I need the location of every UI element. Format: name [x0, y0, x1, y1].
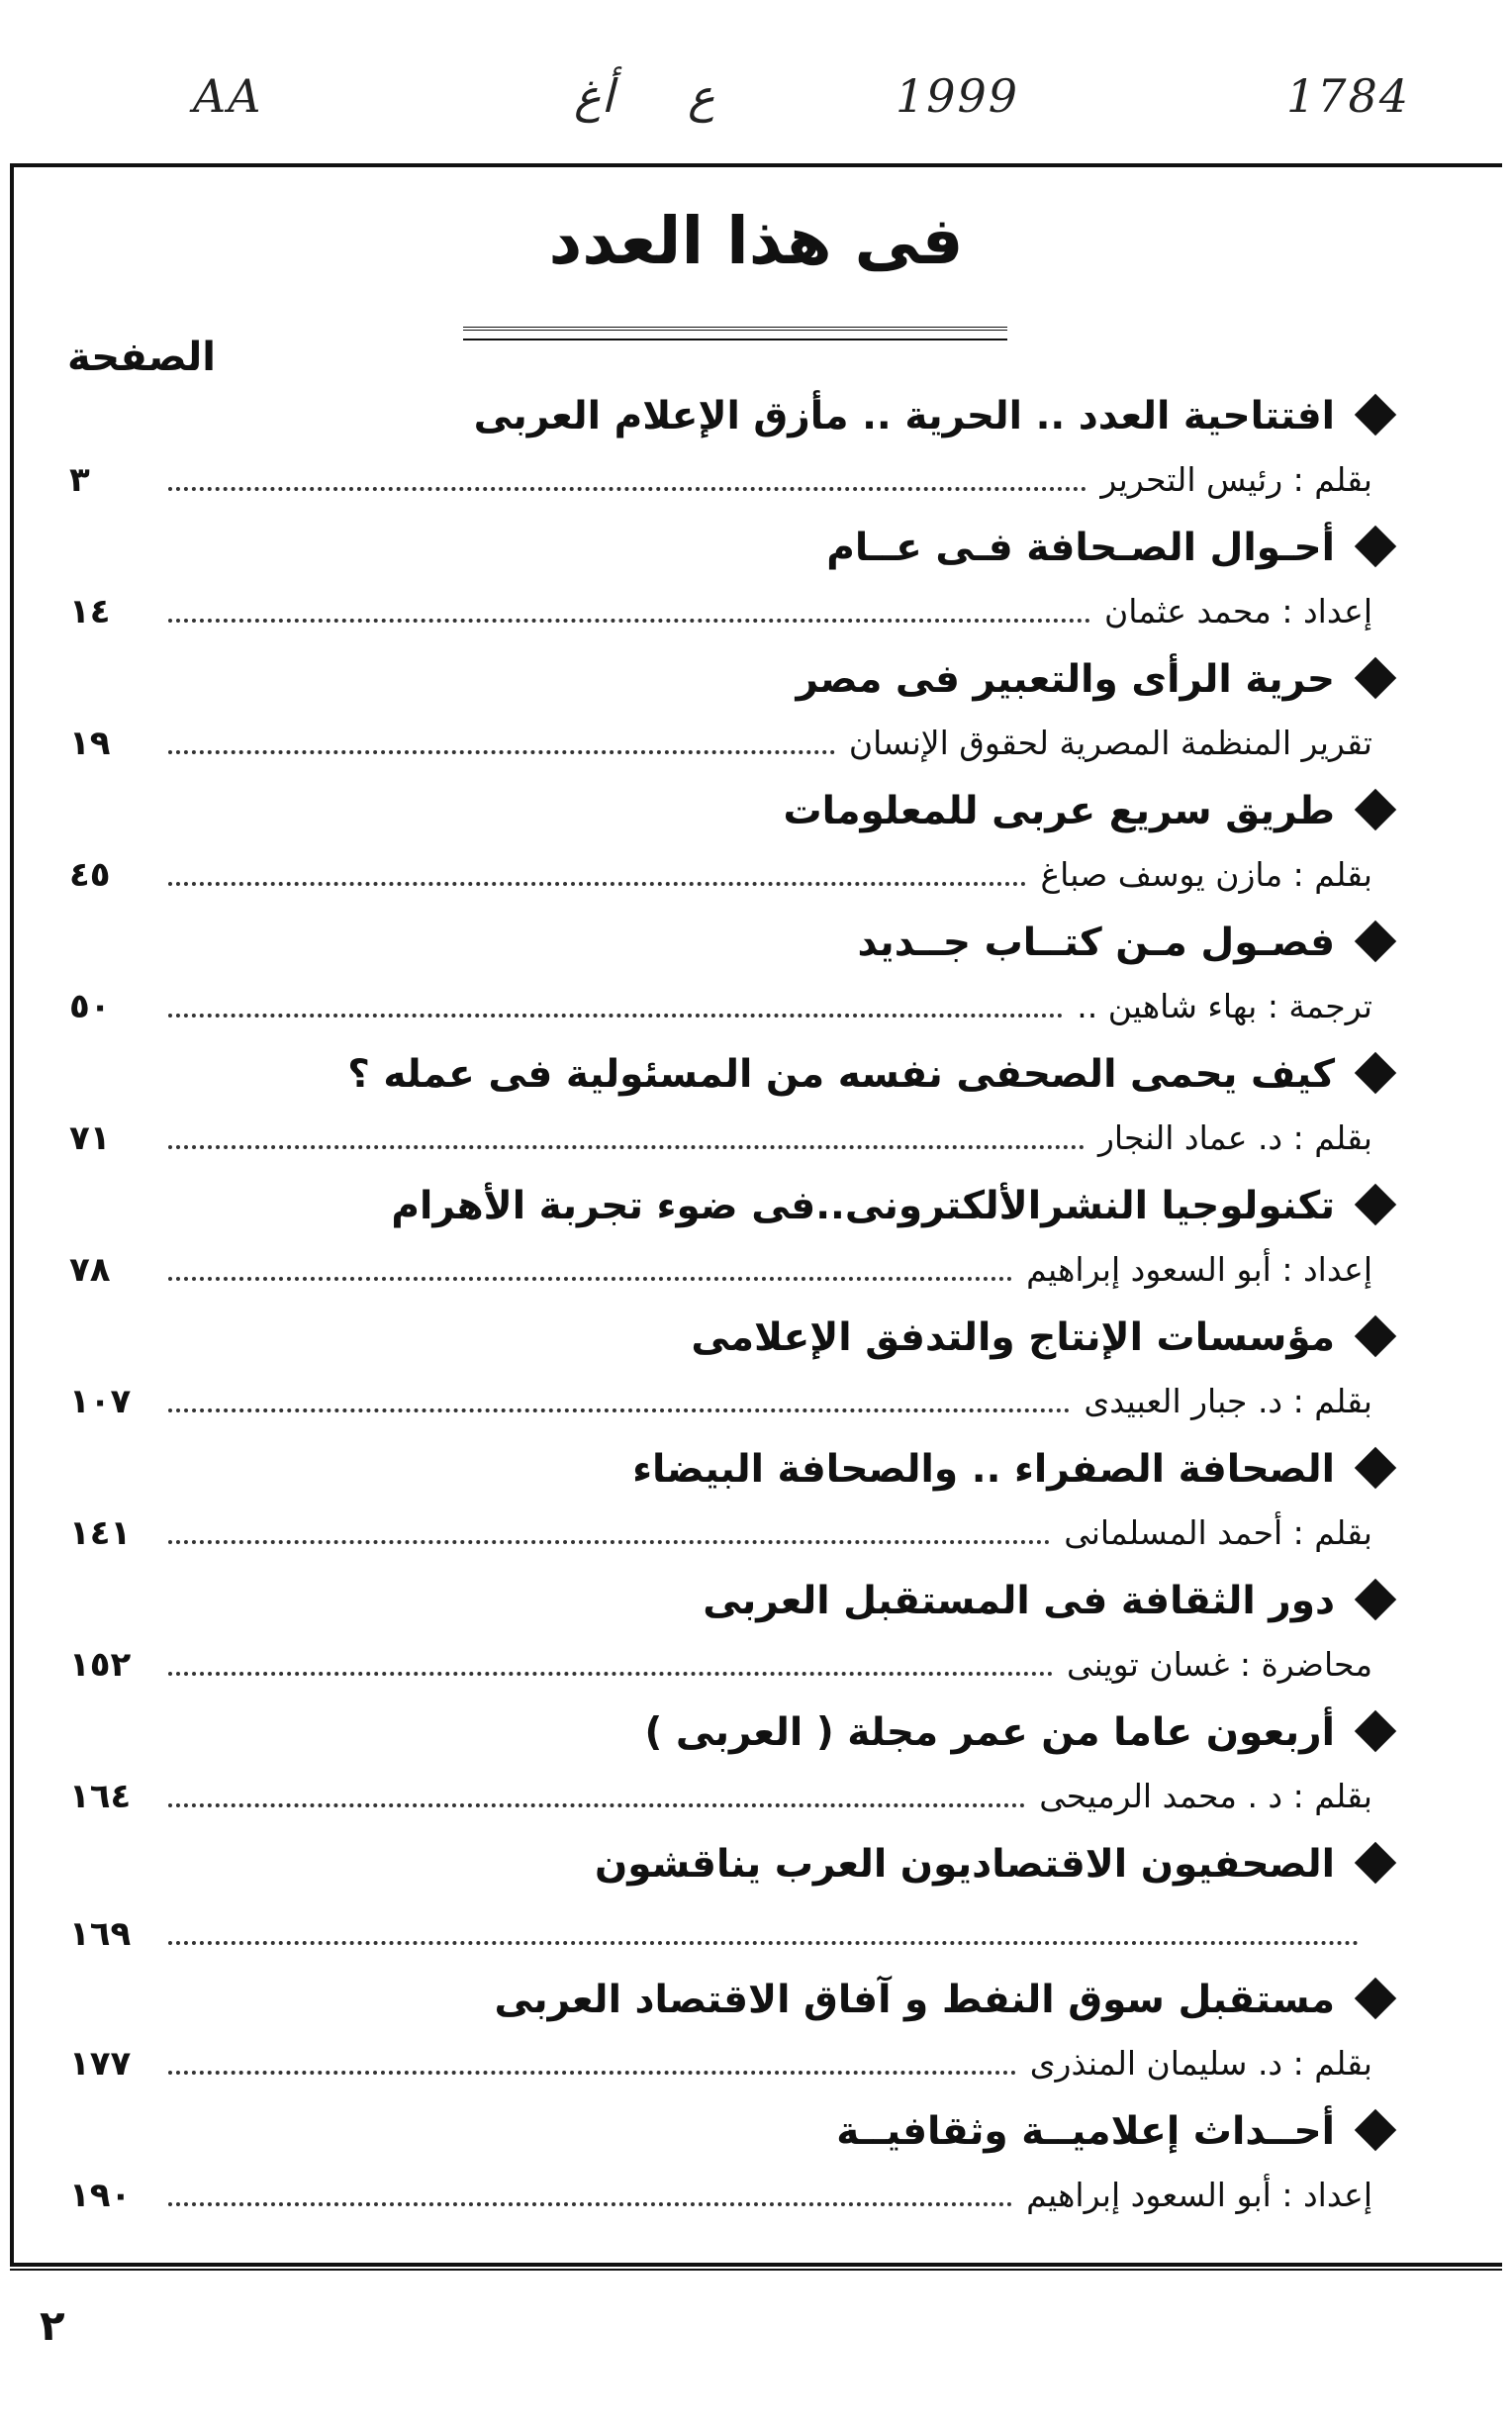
entry-author-line — [69, 1241, 1372, 1299]
entry-title-line — [347, 1044, 1390, 1106]
entry-author: بقلم : رئيس التحرير — [1100, 460, 1372, 499]
toc-entry[interactable] — [69, 1308, 1390, 1439]
entry-author-line — [69, 1110, 1372, 1167]
toc-entry[interactable] — [69, 1571, 1390, 1702]
entry-page-number: ١٦٤ — [69, 1777, 132, 1816]
handwritten-day: ع — [688, 69, 715, 123]
entry-author-line — [69, 1373, 1372, 1430]
entry-author: بقلم : مازن يوسف صباغ — [1040, 855, 1372, 894]
toc-entry[interactable] — [69, 1044, 1390, 1176]
entry-author-line — [69, 978, 1372, 1035]
entry-page-number: ١٩٠ — [69, 2176, 132, 2215]
entry-author: إعداد : أبو السعود إبراهيم — [1026, 1250, 1372, 1289]
toc-entry[interactable] — [69, 913, 1390, 1044]
diamond-bullet-icon — [1355, 1578, 1396, 1619]
table-of-contents — [69, 386, 1390, 2233]
entry-title-line — [391, 1176, 1390, 1237]
entry-title: مستقبل سوق النفط و آفاق الاقتصاد العربى — [494, 1978, 1335, 2022]
entry-author: بقلم : أحمد المسلمانى — [1064, 1513, 1372, 1552]
dot-leader — [168, 750, 835, 754]
entry-page-number: ٥٠ — [69, 987, 111, 1026]
entry-page-number: ١٥٢ — [69, 1645, 132, 1685]
entry-title: الصحافة الصفراء .. والصحافة البيضاء — [632, 1447, 1335, 1492]
frame-bottom-rule — [10, 2269, 1502, 2271]
entry-author-line — [69, 451, 1372, 509]
entry-title-line — [595, 1834, 1390, 1895]
entry-page-number: ٧١ — [69, 1118, 111, 1158]
entry-author-line — [69, 1768, 1372, 1825]
dot-leader — [168, 1540, 1050, 1544]
entry-author: بقلم : د. جبار العبيدى — [1084, 1382, 1372, 1420]
entry-title: أحــداث إعلاميــة وثقافيــة — [836, 2109, 1335, 2154]
diamond-bullet-icon — [1355, 1446, 1396, 1488]
page-title: فى هذا العدد — [548, 203, 964, 279]
toc-entry[interactable] — [69, 1439, 1390, 1571]
entry-title-line — [691, 1308, 1390, 1369]
entry-page-number: ١٠٧ — [69, 1382, 132, 1421]
entry-author-line — [69, 583, 1372, 640]
diamond-bullet-icon — [1355, 525, 1396, 566]
entry-title: تكنولوجيا النشرالألكترونى..فى ضوء تجربة الأهرام — [391, 1184, 1335, 1228]
dot-leader — [168, 2202, 1012, 2206]
entry-title-line — [783, 781, 1390, 842]
diamond-bullet-icon — [1355, 1051, 1396, 1093]
footer-page-number: ٢ — [40, 2301, 65, 2350]
handwritten-mark-left: AA — [193, 69, 263, 123]
entry-title-line — [858, 913, 1390, 974]
entry-title: كيف يحمى الصحفى نفسه من المسئولية فى عمله ؟ — [347, 1052, 1335, 1097]
dot-leader — [168, 619, 1090, 623]
toc-entry[interactable] — [69, 1176, 1390, 1308]
entry-page-number: ١٤١ — [69, 1513, 132, 1553]
dot-leader — [168, 1408, 1070, 1412]
entry-author: إعداد : محمد عثمان — [1103, 592, 1372, 631]
entry-title-line — [632, 1439, 1390, 1501]
handwritten-month: أغ — [574, 69, 614, 123]
dot-leader — [168, 2071, 1016, 2075]
diamond-bullet-icon — [1355, 1709, 1396, 1751]
diamond-bullet-icon — [1355, 2108, 1396, 2150]
diamond-bullet-icon — [1355, 1183, 1396, 1224]
entry-page-number: ١٦٩ — [69, 1914, 132, 1954]
entry-title-line — [836, 2101, 1390, 2163]
toc-entry[interactable] — [69, 781, 1390, 913]
toc-entry[interactable] — [69, 518, 1390, 649]
dot-leader — [168, 1941, 1359, 1945]
entry-title-line — [474, 386, 1390, 447]
entry-author-line — [69, 2167, 1372, 2224]
entry-author-line — [69, 846, 1372, 904]
toc-entry[interactable] — [69, 1970, 1390, 2101]
entry-author: محاضرة : غسان توينى — [1066, 1645, 1372, 1684]
entry-title: أحـوال الصـحافة فـى عــام — [826, 526, 1335, 570]
dot-leader — [168, 1014, 1063, 1018]
entry-title: افتتاحية العدد .. الحرية .. مأزق الإعلام العربى — [473, 394, 1335, 438]
entry-title: فصـول مـن كتــاب جــديد — [857, 921, 1335, 965]
diamond-bullet-icon — [1355, 920, 1396, 961]
dot-leader — [168, 1145, 1085, 1149]
diamond-bullet-icon — [1355, 1841, 1396, 1883]
entry-author: بقلم : د. سليمان المنذرى — [1029, 2044, 1372, 2083]
toc-entry[interactable] — [69, 649, 1390, 781]
entry-author-line — [69, 2035, 1372, 2092]
entry-author: ترجمة : بهاء شاهين .. — [1077, 987, 1372, 1025]
diamond-bullet-icon — [1355, 1977, 1396, 2018]
entry-page-number: ١٤ — [69, 592, 111, 631]
entry-author-line — [69, 1636, 1372, 1694]
entry-author: تقرير المنظمة المصرية لحقوق الإنسان — [848, 724, 1372, 762]
diamond-bullet-icon — [1355, 1314, 1396, 1356]
entry-title-line — [797, 649, 1390, 711]
entry-author: بقلم : د . محمد الرميحى — [1039, 1777, 1372, 1815]
entry-page-number: ٧٨ — [69, 1250, 111, 1290]
page-column-label: الصفحة — [67, 335, 217, 380]
entry-title: مؤسسات الإنتاج والتدفق الإعلامى — [691, 1315, 1335, 1360]
toc-entry[interactable] — [69, 386, 1390, 518]
entry-title-line — [703, 1571, 1390, 1632]
entry-title-line — [645, 1702, 1391, 1764]
dot-leader — [168, 1277, 1012, 1281]
entry-title-line — [495, 1970, 1390, 2031]
diamond-bullet-icon — [1355, 788, 1396, 829]
diamond-bullet-icon — [1355, 393, 1396, 435]
entry-page-number: ١٧٧ — [69, 2044, 132, 2084]
handwritten-year: 1999 — [896, 69, 1020, 123]
toc-entry[interactable] — [69, 2101, 1390, 2233]
entry-page-number: ٤٥ — [69, 855, 111, 895]
entry-author: إعداد : أبو السعود إبراهيم — [1026, 2176, 1372, 2214]
dot-leader — [168, 1803, 1025, 1807]
entry-page-number: ١٩ — [69, 724, 111, 763]
entry-title: طريق سريع عربى للمعلومات — [783, 789, 1335, 833]
title-underline-thin — [463, 339, 1007, 340]
entry-page-number: ٣ — [69, 460, 90, 500]
entry-title: دور الثقافة فى المستقبل العربى — [703, 1579, 1335, 1623]
dot-leader — [168, 1672, 1053, 1676]
toc-entry[interactable] — [69, 1702, 1390, 1834]
entry-title-line — [826, 518, 1390, 579]
entry-author-line — [69, 715, 1372, 772]
entry-author-line — [69, 1905, 1372, 1963]
dot-leader — [168, 882, 1026, 886]
diamond-bullet-icon — [1355, 656, 1396, 698]
entry-author-line — [69, 1504, 1372, 1562]
entry-title: الصحفيون الاقتصاديون العرب يناقشون — [595, 1842, 1335, 1887]
entry-title: أربعون عاما من عمر مجلة ( العربى ) — [644, 1710, 1335, 1755]
entry-title: حرية الرأى والتعبير فى مصر — [796, 657, 1335, 702]
title-underline — [463, 327, 1007, 331]
toc-entry[interactable] — [69, 1834, 1390, 1970]
dot-leader — [168, 487, 1087, 491]
entry-author: بقلم : د. عماد النجار — [1097, 1118, 1372, 1157]
handwritten-number: 1784 — [1286, 69, 1411, 123]
